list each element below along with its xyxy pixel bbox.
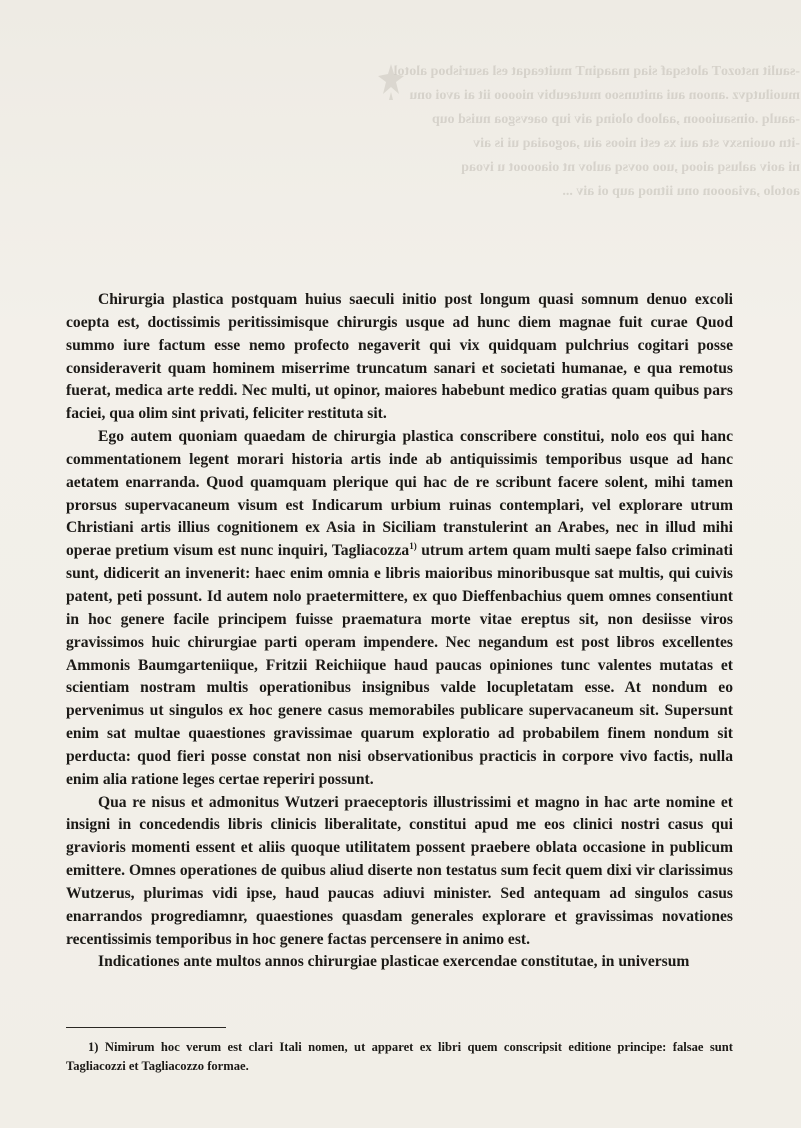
bleed-through-text bbox=[60, 60, 800, 290]
bleed-line: -itn ouoinsxv sta aui xs esti nioos aiu ,aogoaiaq ui is aiv bbox=[473, 136, 800, 151]
bleed-line: aotolo ,aviaooon onu iitnoq aup oi aiv ... bbox=[562, 184, 800, 199]
bleed-line: -aaulq .oinsauiooon ,aaloob oloinq aiv iup oaevsgoa nuisd oup bbox=[431, 112, 800, 127]
paragraph-4: Indicationes ante multos annos chirurgiae plasticae exercendae constitutae, in universum bbox=[98, 953, 690, 971]
footnote-divider bbox=[66, 1027, 226, 1028]
footnote-reference: 1) bbox=[409, 541, 417, 552]
paragraph-2 bbox=[66, 426, 733, 792]
main-text bbox=[66, 289, 733, 974]
footnote bbox=[66, 1038, 733, 1076]
paragraph-2-continued: utrum artem quam multi saepe falso criminati sunt, didicerit an invenerit: haec enim omnia e libris maioribus minoribusque sat multis, qui cuivis patent, peti possunt. Id autem nolo praetermittere, ex quo Dieffenbachius quem omnes consentiunt in hoc genere facile principem fuisse praematura morte vitae ereptus sit, non desiisse viros gravissimos huic chirurgiae parti operam impendere. Nec negandum est post libros excellentes Ammonis Baumgarteniique, Fritzii Reichiique haud paucas opiniones tunc valentes mutatas et scientiam nostram multis operationibus insignibus valde locupletatam esse. At nondum eo pervenimus ut singulos ex hoc genere casus memorabiles publicare supervacaneum sit. Supersunt enim sat multae quaestiones gravissimae quarum exploratio ad probabilem finem nondum sit perducta: quod fieri posse constat non nisi observationibus practicis in corpore vivo factis, nulla enim alia ratione leges certae reperiri possunt. bbox=[66, 542, 733, 788]
bleed-line: ni aoiv aalusq aiooq ,uoo oovsq aulov nt oiaoooot u ivoaq bbox=[461, 160, 800, 175]
bleed-line: -saulit nstozoT alotsqaf siaq maaqinT muiteaqat esl asurisboq alotol bbox=[393, 64, 800, 79]
footnote-text: 1) Nimirum hoc verum est clari Itali nomen, ut apparet ex libri quem conscripsit editione principe: falsae sunt Tagliacozzi et Tagliacozzo formae. bbox=[66, 1040, 733, 1073]
paragraph-3: Qua re nisus et admonitus Wutzeri praeceptoris illustrissimi et magno in hac arte nomine et insigni in concedendis libris clinicis liberalitate, constitui apud me eos clinici nostri casus qui gravioris momenti essent et aliis quoque utilitatem possent praebere oblata occasione in publicum emittere. Omnes operationes de quibus aliud diserte non testatus sum fecit quem dixi vir clarissimus Wutzerus, plurimas vidi ipse, haud paucas adiuvi minister. Sed antequam ad singulos casus enarrandos progrediamnr, quaestiones quasdam generales explorare et gravissimas novationes recentissimis temporibus in hoc genere factas percensere in animo est. bbox=[66, 793, 733, 948]
paragraph-2-text: Ego autem quoniam quaedam de chirurgia plastica conscribere constitui, nolo eos qui hanc commentationem legent morari historia artis inde ab antiquissimis temporibus usque ad hanc aetatem enarranda. Quod quamquam plerique qui hac de re scribunt facere solent, mihi tamen prorsus supervacaneum visum est Indicarum urbium ruinas contemplari, vel explorare utrum Christiani artis illius cognitionem ex Asia in Siciliam transtulerint an Arabes, nec in illud mihi operae pretium visum est nunc inquiri, Tagliacozza bbox=[66, 428, 733, 560]
paragraph-1: Chirurgia plastica postquam huius saeculi initio post longum quasi somnum denuo excoli coepta est, doctissimis peritissimisque chirurgis usque ad hunc diem magnae fuit curae Quod summo iure factum esse nemo profecto negaverit qui vix quidquam pulchrius cogitari posse consideraverit quam hominem miserrime truncatum sanari et societati humanae, e qua remotus fuerat, medica arte reddi. Nec multi, ut opinor, maiores habebunt medico gratias quam quibus pars faciei, qua olim sint privati, feliciter restituta sit. bbox=[66, 291, 733, 423]
bleed-line: muoilutqvz .anoon aui anitunsoo mutaeubiv nioooo iit ai avoi onu bbox=[409, 88, 800, 103]
